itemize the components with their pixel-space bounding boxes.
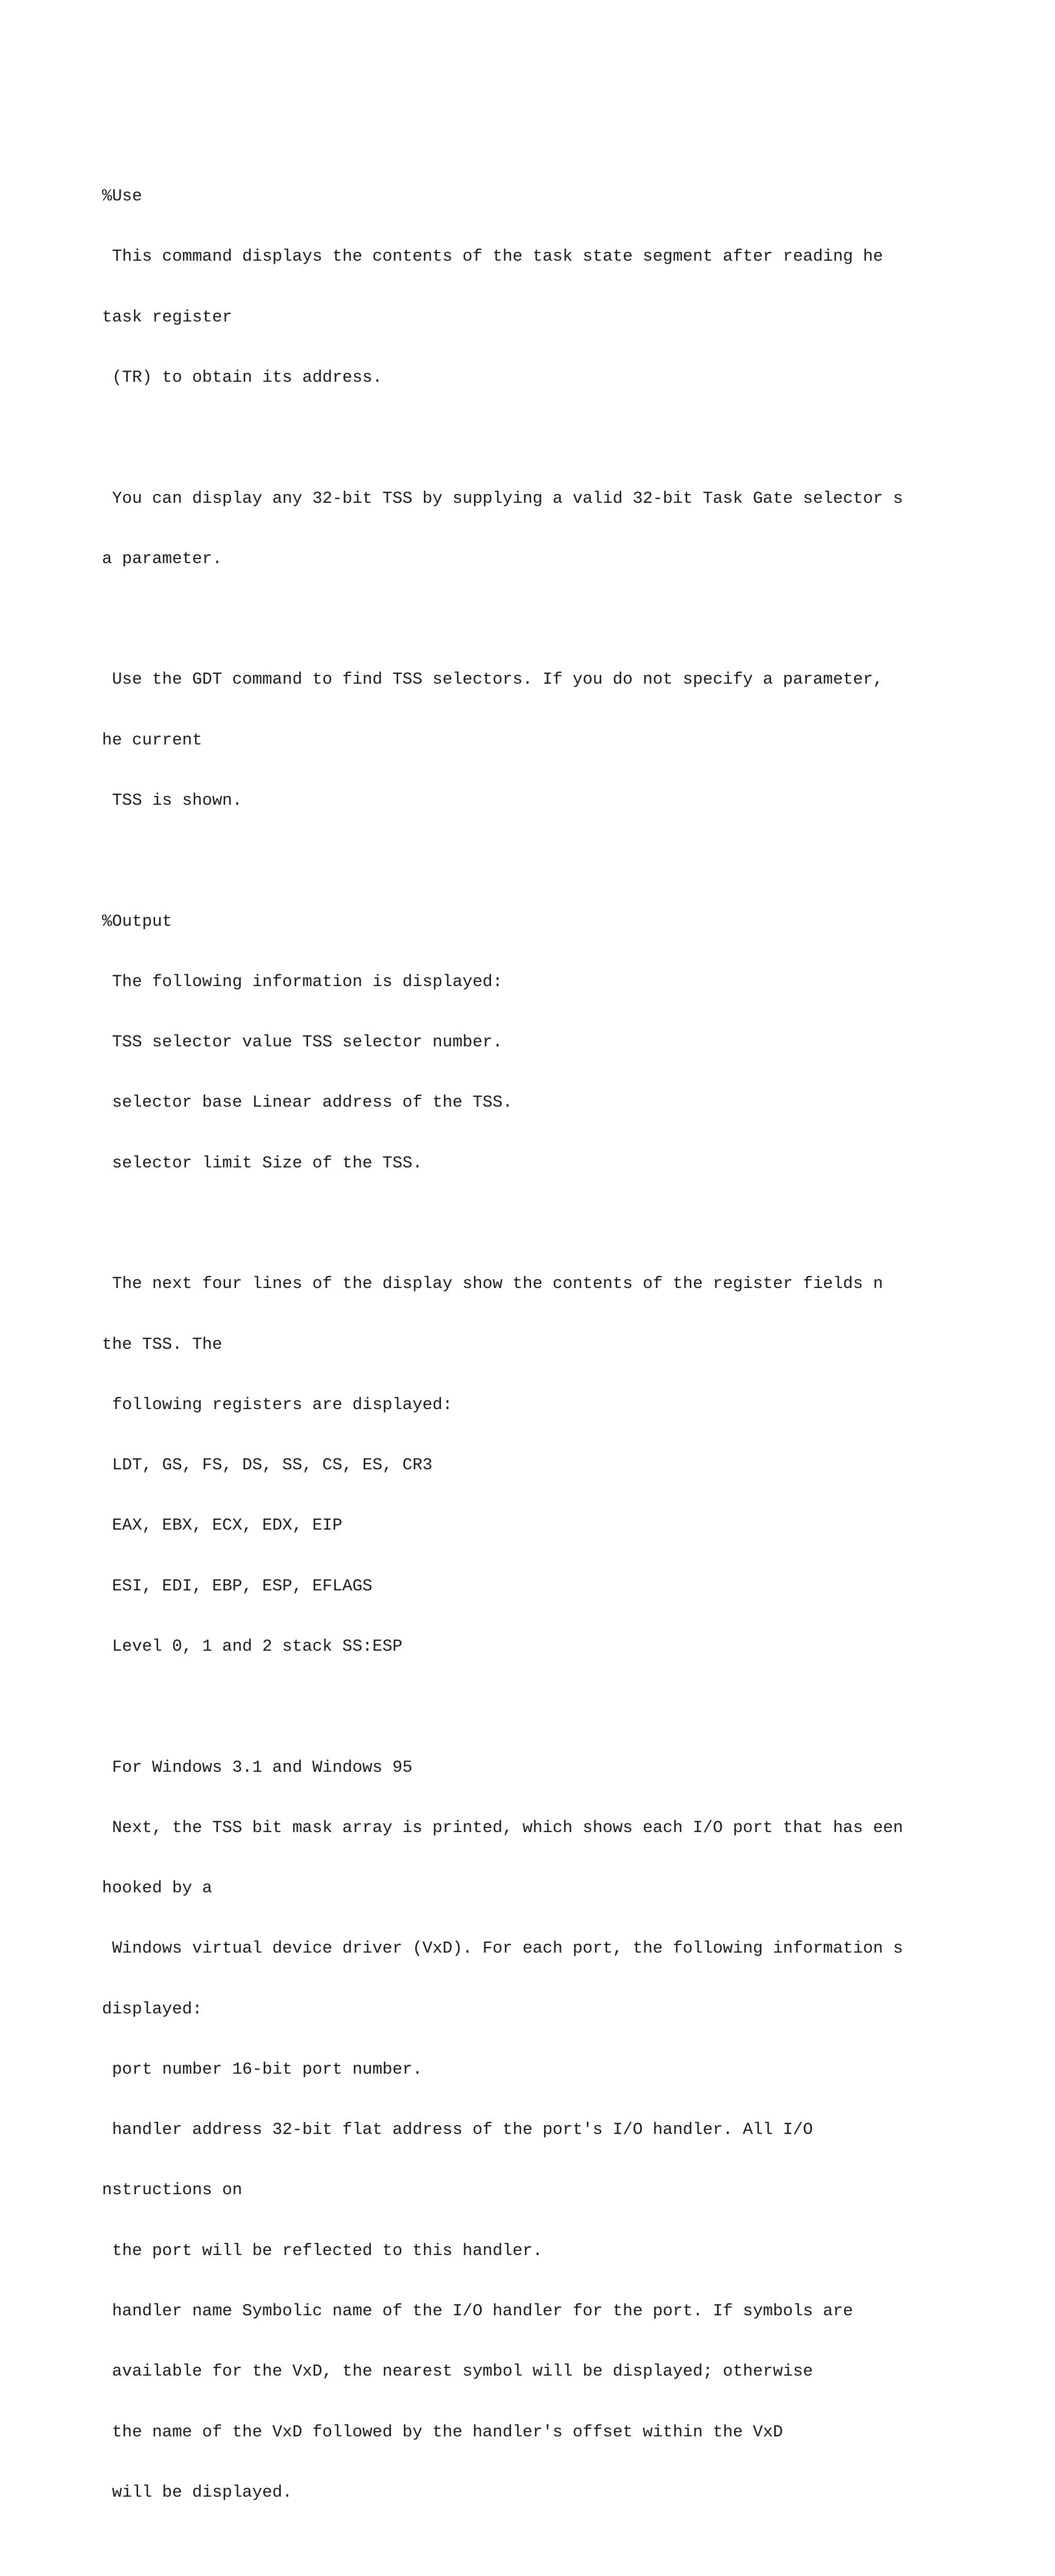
section-heading-output: %Output [102, 911, 173, 931]
document-text [102, 146, 1029, 2576]
text-line: the TSS. The [102, 1334, 223, 1354]
blank-line [102, 428, 1029, 448]
text-line: available for the VxD, the nearest symbol will be displayed; otherwise [102, 2362, 813, 2381]
text-line: The next four lines of the display show the contents of the register fields n [102, 1274, 883, 1294]
text-line: handler name Symbolic name of the I/O handler for the port. If symbols are [102, 2301, 853, 2321]
text-line: Level 0, 1 and 2 stack SS:ESP [102, 1636, 403, 1656]
text-line: Next, the TSS bit mask array is printed, which shows each I/O port that has een [102, 1818, 904, 1837]
text-line: TSS is shown. [102, 791, 243, 810]
text-line: selector limit Size of the TSS. [102, 1153, 423, 1173]
text-line: For Windows 3.1 and Windows 95 [102, 1757, 413, 1777]
text-line: the name of the VxD followed by the handler's offset within the VxD [102, 2422, 783, 2442]
text-line: LDT, GS, FS, DS, SS, CS, ES, CR3 [102, 1455, 433, 1475]
blank-line [102, 851, 1029, 871]
text-line: This command displays the contents of the task state segment after reading he [102, 247, 883, 266]
text-line: You can display any 32-bit TSS by supplying a valid 32-bit Task Gate selector s [102, 488, 904, 508]
blank-line [102, 609, 1029, 629]
text-line: Use the GDT command to find TSS selectors. If you do not specify a parameter, [102, 670, 883, 689]
text-line: TSS selector value TSS selector number. [102, 1032, 503, 1052]
text-line: displayed: [102, 1999, 202, 2019]
text-line: handler address 32-bit flat address of the port's I/O handler. All I/O [102, 2120, 813, 2140]
text-line: The following information is displayed: [102, 972, 503, 991]
text-line: EAX, EBX, ECX, EDX, EIP [102, 1516, 343, 1535]
text-line: ESI, EDI, EBP, ESP, EFLAGS [102, 1576, 372, 1596]
text-line: selector base Linear address of the TSS. [102, 1093, 513, 1112]
text-line: a parameter. [102, 549, 223, 568]
text-line: hooked by a [102, 1878, 212, 1898]
text-line: nstructions on [102, 2180, 243, 2200]
text-line: (TR) to obtain its address. [102, 368, 383, 387]
text-line: following registers are displayed: [102, 1395, 453, 1414]
blank-line [102, 1697, 1029, 1717]
text-line: he current [102, 730, 202, 750]
text-line: will be displayed. [102, 2482, 293, 2502]
section-heading-use: %Use [102, 187, 142, 206]
text-line: the port will be reflected to this handler. [102, 2241, 543, 2260]
text-line: task register [102, 307, 232, 327]
blank-line [102, 2543, 1029, 2563]
text-line: Windows virtual device driver (VxD). For each port, the following information s [102, 1939, 904, 1958]
text-line: port number 16-bit port number. [102, 2059, 423, 2079]
blank-line [102, 1213, 1029, 1233]
